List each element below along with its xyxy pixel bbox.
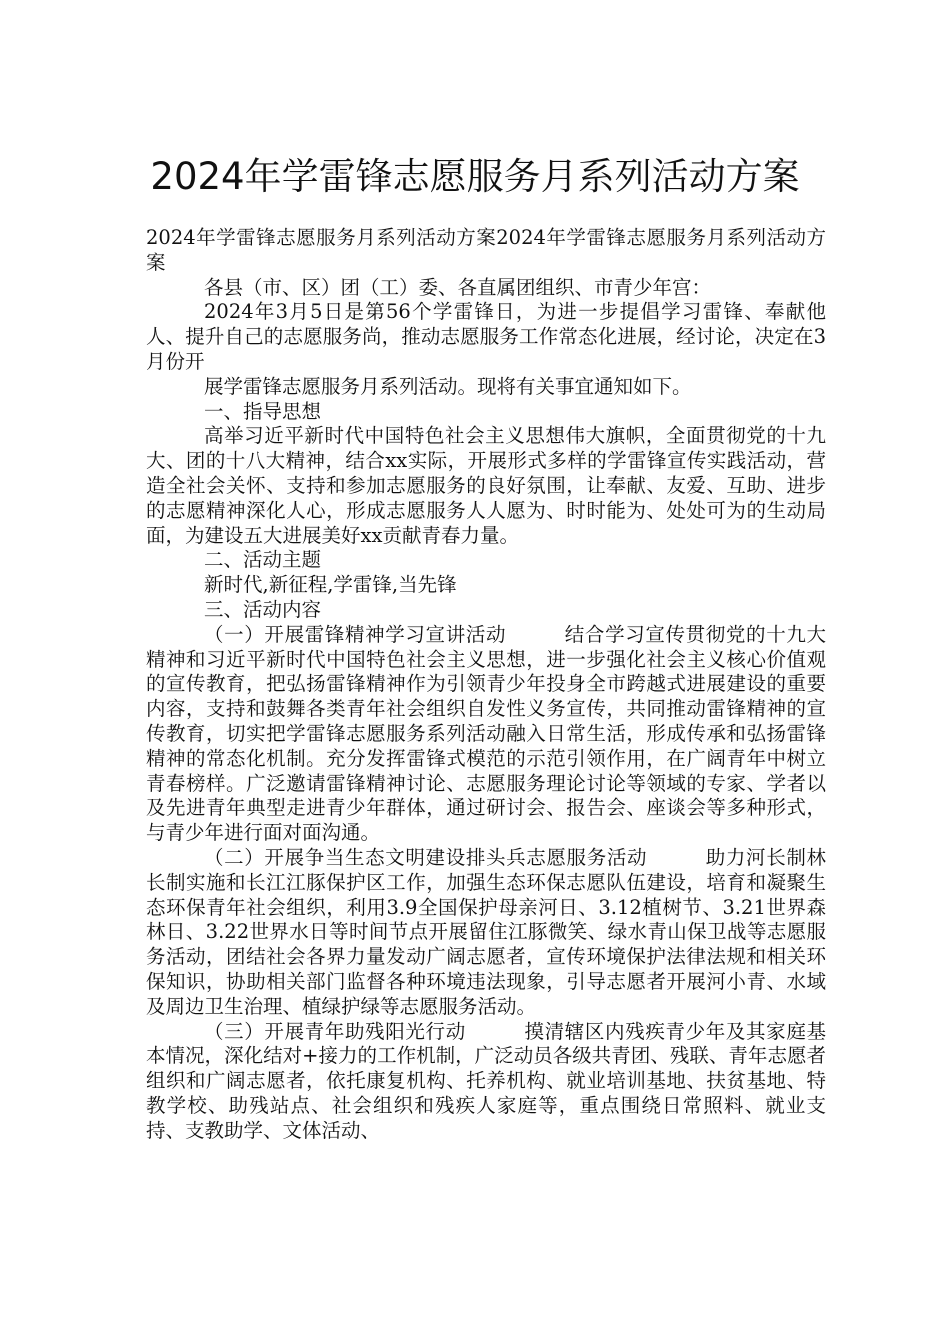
section-three <box>146 1020 826 1144</box>
paragraph-guiding-thought: 高举习近平新时代中国特色社会主义思想伟大旗帜，全面贯彻党的十九大、团的十八大精神，结合xx实际，开展形式多样的学雷锋宣传实践活动，营造全社会关怀、支持和参加志愿服务的良好氛围，让奉献、友爱、互助、进步的志愿精神深化人心，形成志愿服务人人愿为、时时能为、处处可为的生动局面，为建设五大进展美好xx贡献青春力量。 <box>146 424 826 547</box>
section-three-heading: （三）开展青年助残阳光行动 <box>204 1019 466 1043</box>
document-body <box>146 226 826 1143</box>
document-title: 2024年学雷锋志愿服务月系列活动方案 <box>150 154 800 198</box>
heading-activity-theme: 二、活动主题 <box>204 548 322 572</box>
section-one-heading: （一）开展雷锋精神学习宣讲活动 <box>204 622 507 646</box>
section-two-text: 助力河长制林长制实施和长江江豚保护区工作，加强生态环保志愿队伍建设，培育和凝聚生态环保青年社会组织，利用3.9全国保护母亲河日、3.12植树节、3.21世界森林日、3.22世界水日等时间节点开展留住江豚微笑、绿水青山保卫战等志愿服务活动，团结社会各界力量发动广阔志愿者，宣传环境保护法律法规和相关环保知识，协助相关部门监督各种环境违法现象，引导志愿者开展河小青、水域及周边卫生治理、植绿护绿等志愿服务活动。 <box>146 845 826 1018</box>
paragraph-addressee: 各县（市、区）团（工）委、各直属团组织、市青少年宫： <box>204 275 712 299</box>
paragraph-activity-theme: 新时代,新征程,学雷锋,当先锋 <box>204 573 457 597</box>
heading-activity-content: 三、活动内容 <box>204 597 322 621</box>
section-three-text: 摸清辖区内残疾青少年及其家庭基本情况，深化结对+接力的工作机制，广泛动员各级共青团、残联、青年志愿者组织和广阔志愿者，依托康复机构、托养机构、就业培训基地、扶贫基地、特教学校、助残站点、社会组织和残疾人家庭等，重点围绕日常照料、就业支持、支教助学、文体活动、 <box>146 1019 826 1142</box>
section-two-heading: （二）开展争当生态文明建设排头兵志愿服务活动 <box>204 845 648 869</box>
heading-guiding-thought: 一、指导思想 <box>204 399 322 423</box>
section-two <box>146 846 826 1020</box>
paragraph-notice: 展学雷锋志愿服务月系列活动。现将有关事宜通知如下。 <box>204 374 692 398</box>
section-one <box>146 623 826 846</box>
paragraph-background: 2024年3月5日是第56个学雷锋日，为进一步提倡学习雷锋、奉献他人、提升自己的志愿服务尚，推动志愿服务工作常态化进展，经讨论，决定在3月份开 <box>146 300 826 373</box>
paragraph-intro: 2024年学雷锋志愿服务月系列活动方案2024年学雷锋志愿服务月系列活动方案 <box>146 226 826 274</box>
section-one-text: 结合学习宣传贯彻党的十九大精神和习近平新时代中国特色社会主义思想，进一步强化社会主义核心价值观的宣传教育，把弘扬雷锋精神作为引领青少年投身全市跨越式进展建设的重要内容，支持和鼓舞各类青年社会组织自发性义务宣传，共同推动雷锋精神的宣传教育，切实把学雷锋志愿服务系列活动融入日常生活，形成传承和弘扬雷锋精神的常态化机制。充分发挥雷锋式模范的示范引领作用，在广阔青年中树立青春榜样。广泛邀请雷锋精神讨论、志愿服务理论讨论等领域的专家、学者以及先进青年典型走进青少年群体，通过研讨会、报告会、座谈会等多种形式，与青少年进行面对面沟通。 <box>146 622 826 845</box>
